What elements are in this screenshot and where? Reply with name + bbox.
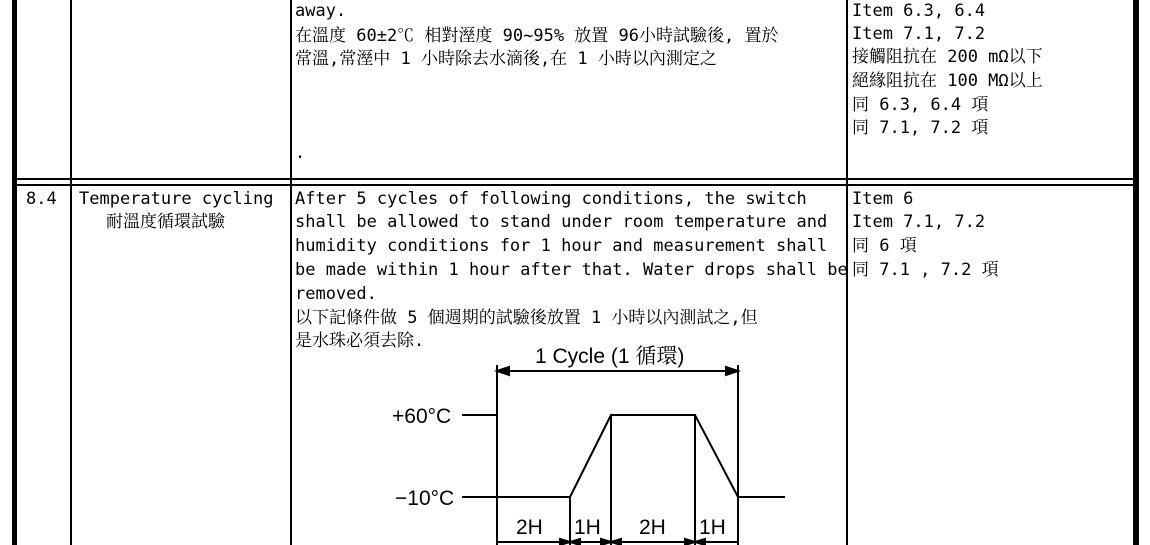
prev-trailing-mark: . — [295, 143, 306, 163]
requirement-line: 同 7.1 , 7.2 項 — [852, 260, 999, 280]
prev-requirement-line: 接觸阻抗在 200 mΩ以下 — [852, 47, 1043, 67]
item-title-zh: 耐溫度循環試驗 — [106, 212, 225, 232]
cycle-arrow-right — [726, 367, 738, 375]
description-line: be made within 1 hour after that. Water drops shall be — [295, 260, 848, 280]
requirement-line: Item 7.1, 7.2 — [852, 212, 986, 232]
duration-label: 2H — [516, 516, 543, 539]
item-number: 8.4 — [26, 189, 57, 209]
description-line: After 5 cycles of following conditions, the switch — [295, 189, 807, 209]
prev-description-line: away. — [295, 1, 347, 21]
description-line: 以下記條件做 5 個週期的試驗後放置 1 小時以內測試之,但 — [295, 308, 758, 328]
prev-description-line: 常溫,常溼中 1 小時除去水滴後,在 1 小時以內測定之 — [295, 49, 717, 69]
prev-requirement-line: Item 6.3, 6.4 — [852, 1, 986, 21]
prev-requirement-line: 同 6.3, 6.4 項 — [852, 95, 989, 115]
temperature-profile — [497, 415, 785, 497]
cycle-label: 1 Cycle (1 循環) — [535, 345, 685, 368]
prev-description-line: 在溫度 60±2℃ 相對溼度 90~95% 放置 96小時試驗後, 置於 — [295, 26, 779, 46]
duration-label: 2H — [639, 516, 666, 539]
cycle-arrow-left — [497, 367, 509, 375]
duration-arrow — [611, 539, 621, 545]
requirement-line: 同 6 項 — [852, 236, 917, 256]
description-line: 是水珠必須去除. — [295, 331, 425, 351]
low-temp-label: −10°C — [395, 487, 455, 510]
duration-arrow — [695, 539, 705, 545]
high-temp-label: +60°C — [392, 405, 452, 428]
description-line: shall be allowed to stand under room temperature and — [295, 212, 828, 232]
description-line: removed. — [295, 284, 377, 304]
prev-requirement-line: 同 7.1, 7.2 項 — [852, 118, 989, 138]
requirement-line: Item 6 — [852, 189, 914, 209]
item-title-en: Temperature cycling — [79, 189, 274, 209]
description-line: humidity conditions for 1 hour and measurement shall — [295, 236, 828, 256]
duration-arrow — [570, 539, 580, 545]
prev-requirement-line: 絕緣阻抗在 100 MΩ以上 — [852, 71, 1043, 91]
duration-label: 1H — [699, 516, 726, 539]
prev-requirement-line: Item 7.1, 7.2 — [852, 24, 986, 44]
duration-label: 1H — [574, 516, 601, 539]
